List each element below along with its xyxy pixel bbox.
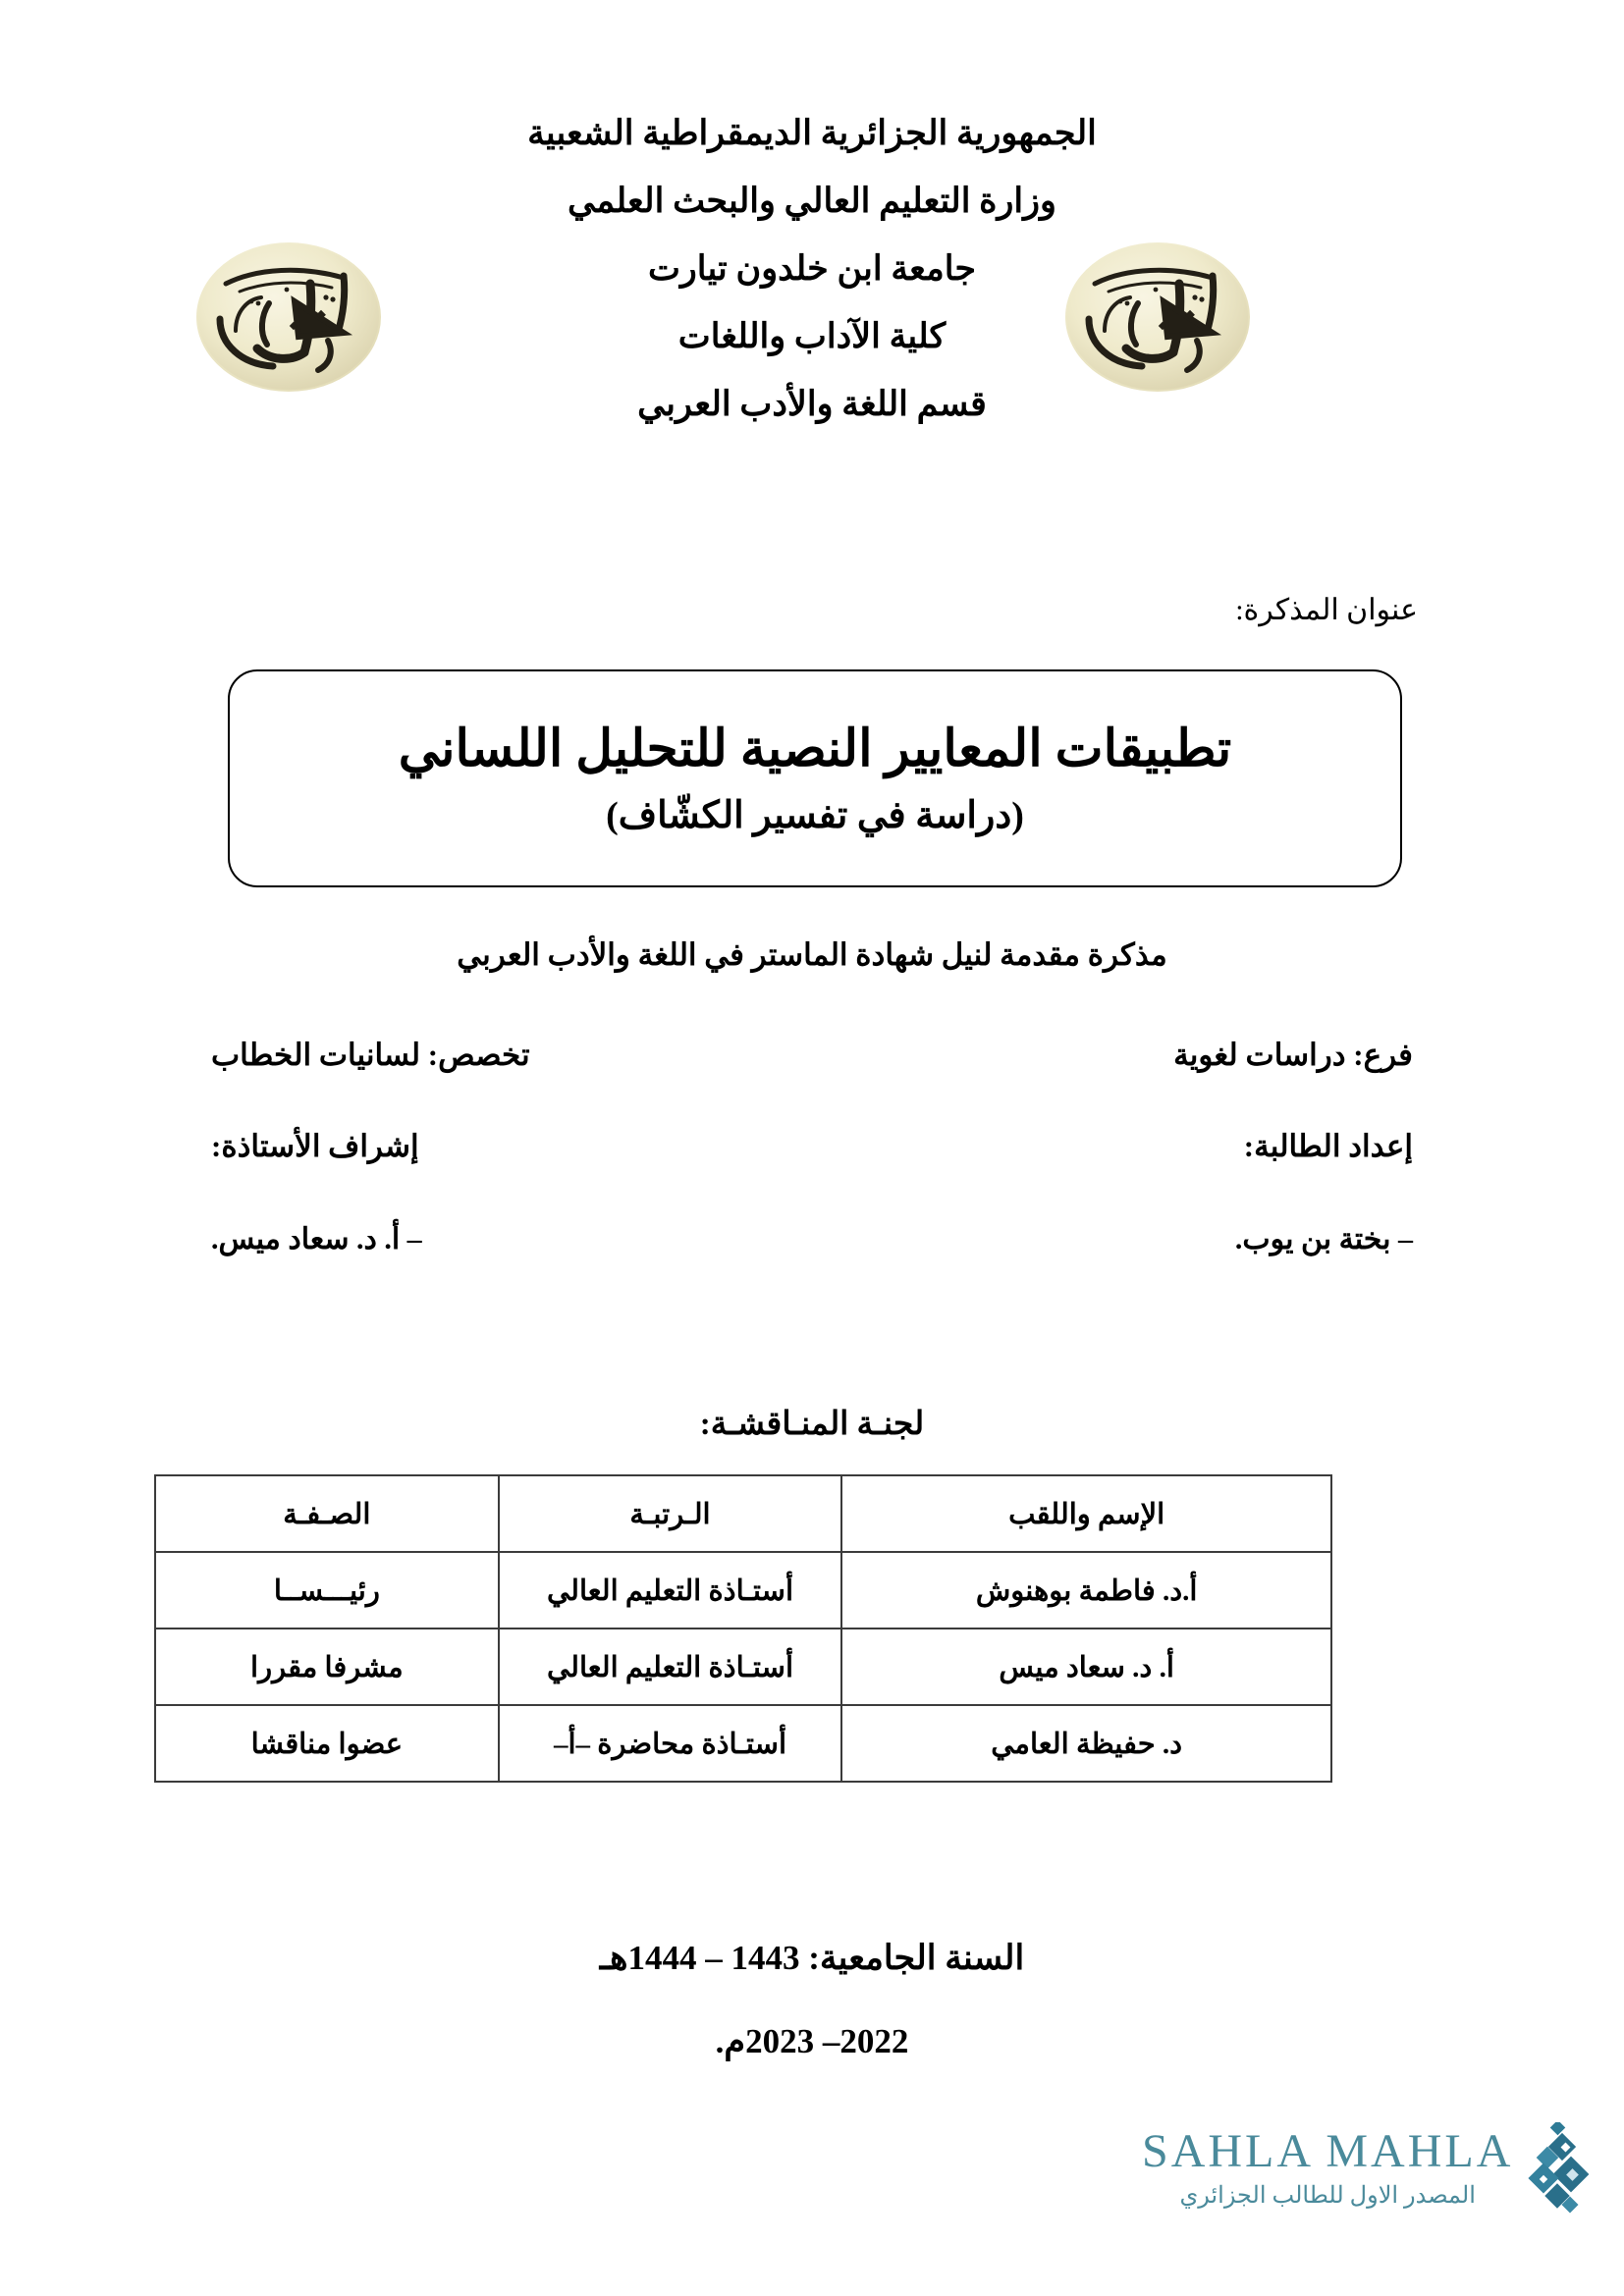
author-supervisor-label-row <box>0 1129 1624 1164</box>
watermark-subtitle: المصدر الاول للطالب الجزائري <box>1179 2183 1476 2209</box>
degree-statement: مذكرة مقدمة لنيل شهادة الماستر في اللغة والأدب العربي <box>457 937 1167 972</box>
header-line-ministry: وزارة التعليم العالي والبحث العلمي <box>568 182 1056 220</box>
jury-member-role: عضوا مناقشا <box>155 1705 499 1782</box>
jury-member-rank: أستـاذة التعليم العالي <box>499 1552 842 1629</box>
jury-member-rank: أستـاذة التعليم العالي <box>499 1629 842 1705</box>
table-row <box>155 1629 1331 1705</box>
thesis-title-label: عنوان المذكرة: <box>1235 594 1418 626</box>
thesis-title-subtitle: (دراسة في تفسير الكشّاف) <box>606 794 1024 836</box>
branch-label: فرع: دراسات لغوية <box>1173 1038 1413 1072</box>
table-row <box>155 1552 1331 1629</box>
column-header-name: الإسم واللقب <box>841 1475 1331 1552</box>
column-header-rank: الـرتبـة <box>499 1475 842 1552</box>
author-supervisor-name-row <box>0 1222 1624 1256</box>
header-line-department: قسم اللغة والأدب العربي <box>637 385 987 423</box>
column-header-role: الصـفـة <box>155 1475 499 1552</box>
specialty-label: تخصص: لسانيات الخطاب <box>211 1038 530 1072</box>
sahla-mahla-watermark <box>1142 2125 1584 2256</box>
supervisor-label: إشراف الأستاذة: <box>211 1129 419 1163</box>
jury-member-name: د. حفيظة العامي <box>841 1705 1331 1782</box>
jury-member-role: رئيـــســا <box>155 1552 499 1629</box>
academic-year-gregorian: 2022– 2023م. <box>715 2022 909 2060</box>
thesis-title-main: تطبيقات المعايير النصية للتحليل اللساني <box>398 721 1232 778</box>
watermark-title: SAHLA MAHLA <box>1142 2125 1514 2177</box>
jury-member-name: أ.د. فاطمة بوهنوش <box>841 1552 1331 1629</box>
header-line-faculty: كلية الآداب واللغات <box>677 317 947 355</box>
jury-heading: لجنـة المنـاقشـة: <box>699 1407 925 1442</box>
jury-member-role: مشرفا مقررا <box>155 1629 499 1705</box>
sahla-mahla-diamond-icon <box>1519 2122 1596 2221</box>
academic-year-hijri: السنة الجامعية: 1443 – 1444هـ <box>599 1939 1025 1977</box>
thesis-title-box <box>228 669 1402 887</box>
jury-member-name: أ. د. سعاد ميس <box>841 1629 1331 1705</box>
header-line-university: جامعة ابن خلدون تيارت <box>647 249 977 288</box>
branch-specialty-row <box>0 1038 1624 1073</box>
header-line-country: الجمهورية الجزائرية الديمقراطية الشعبية <box>527 114 1097 152</box>
jury-table <box>154 1474 1332 1783</box>
table-row <box>155 1705 1331 1782</box>
student-name: – بختة بن يوب. <box>1234 1223 1413 1255</box>
student-label: إعداد الطالبة: <box>1243 1129 1413 1163</box>
jury-member-rank: أستـاذة محاضرة –أ– <box>499 1705 842 1782</box>
table-header-row <box>155 1475 1331 1552</box>
institutional-header <box>0 116 1624 454</box>
supervisor-name: – أ. د. سعاد ميس. <box>211 1223 422 1255</box>
